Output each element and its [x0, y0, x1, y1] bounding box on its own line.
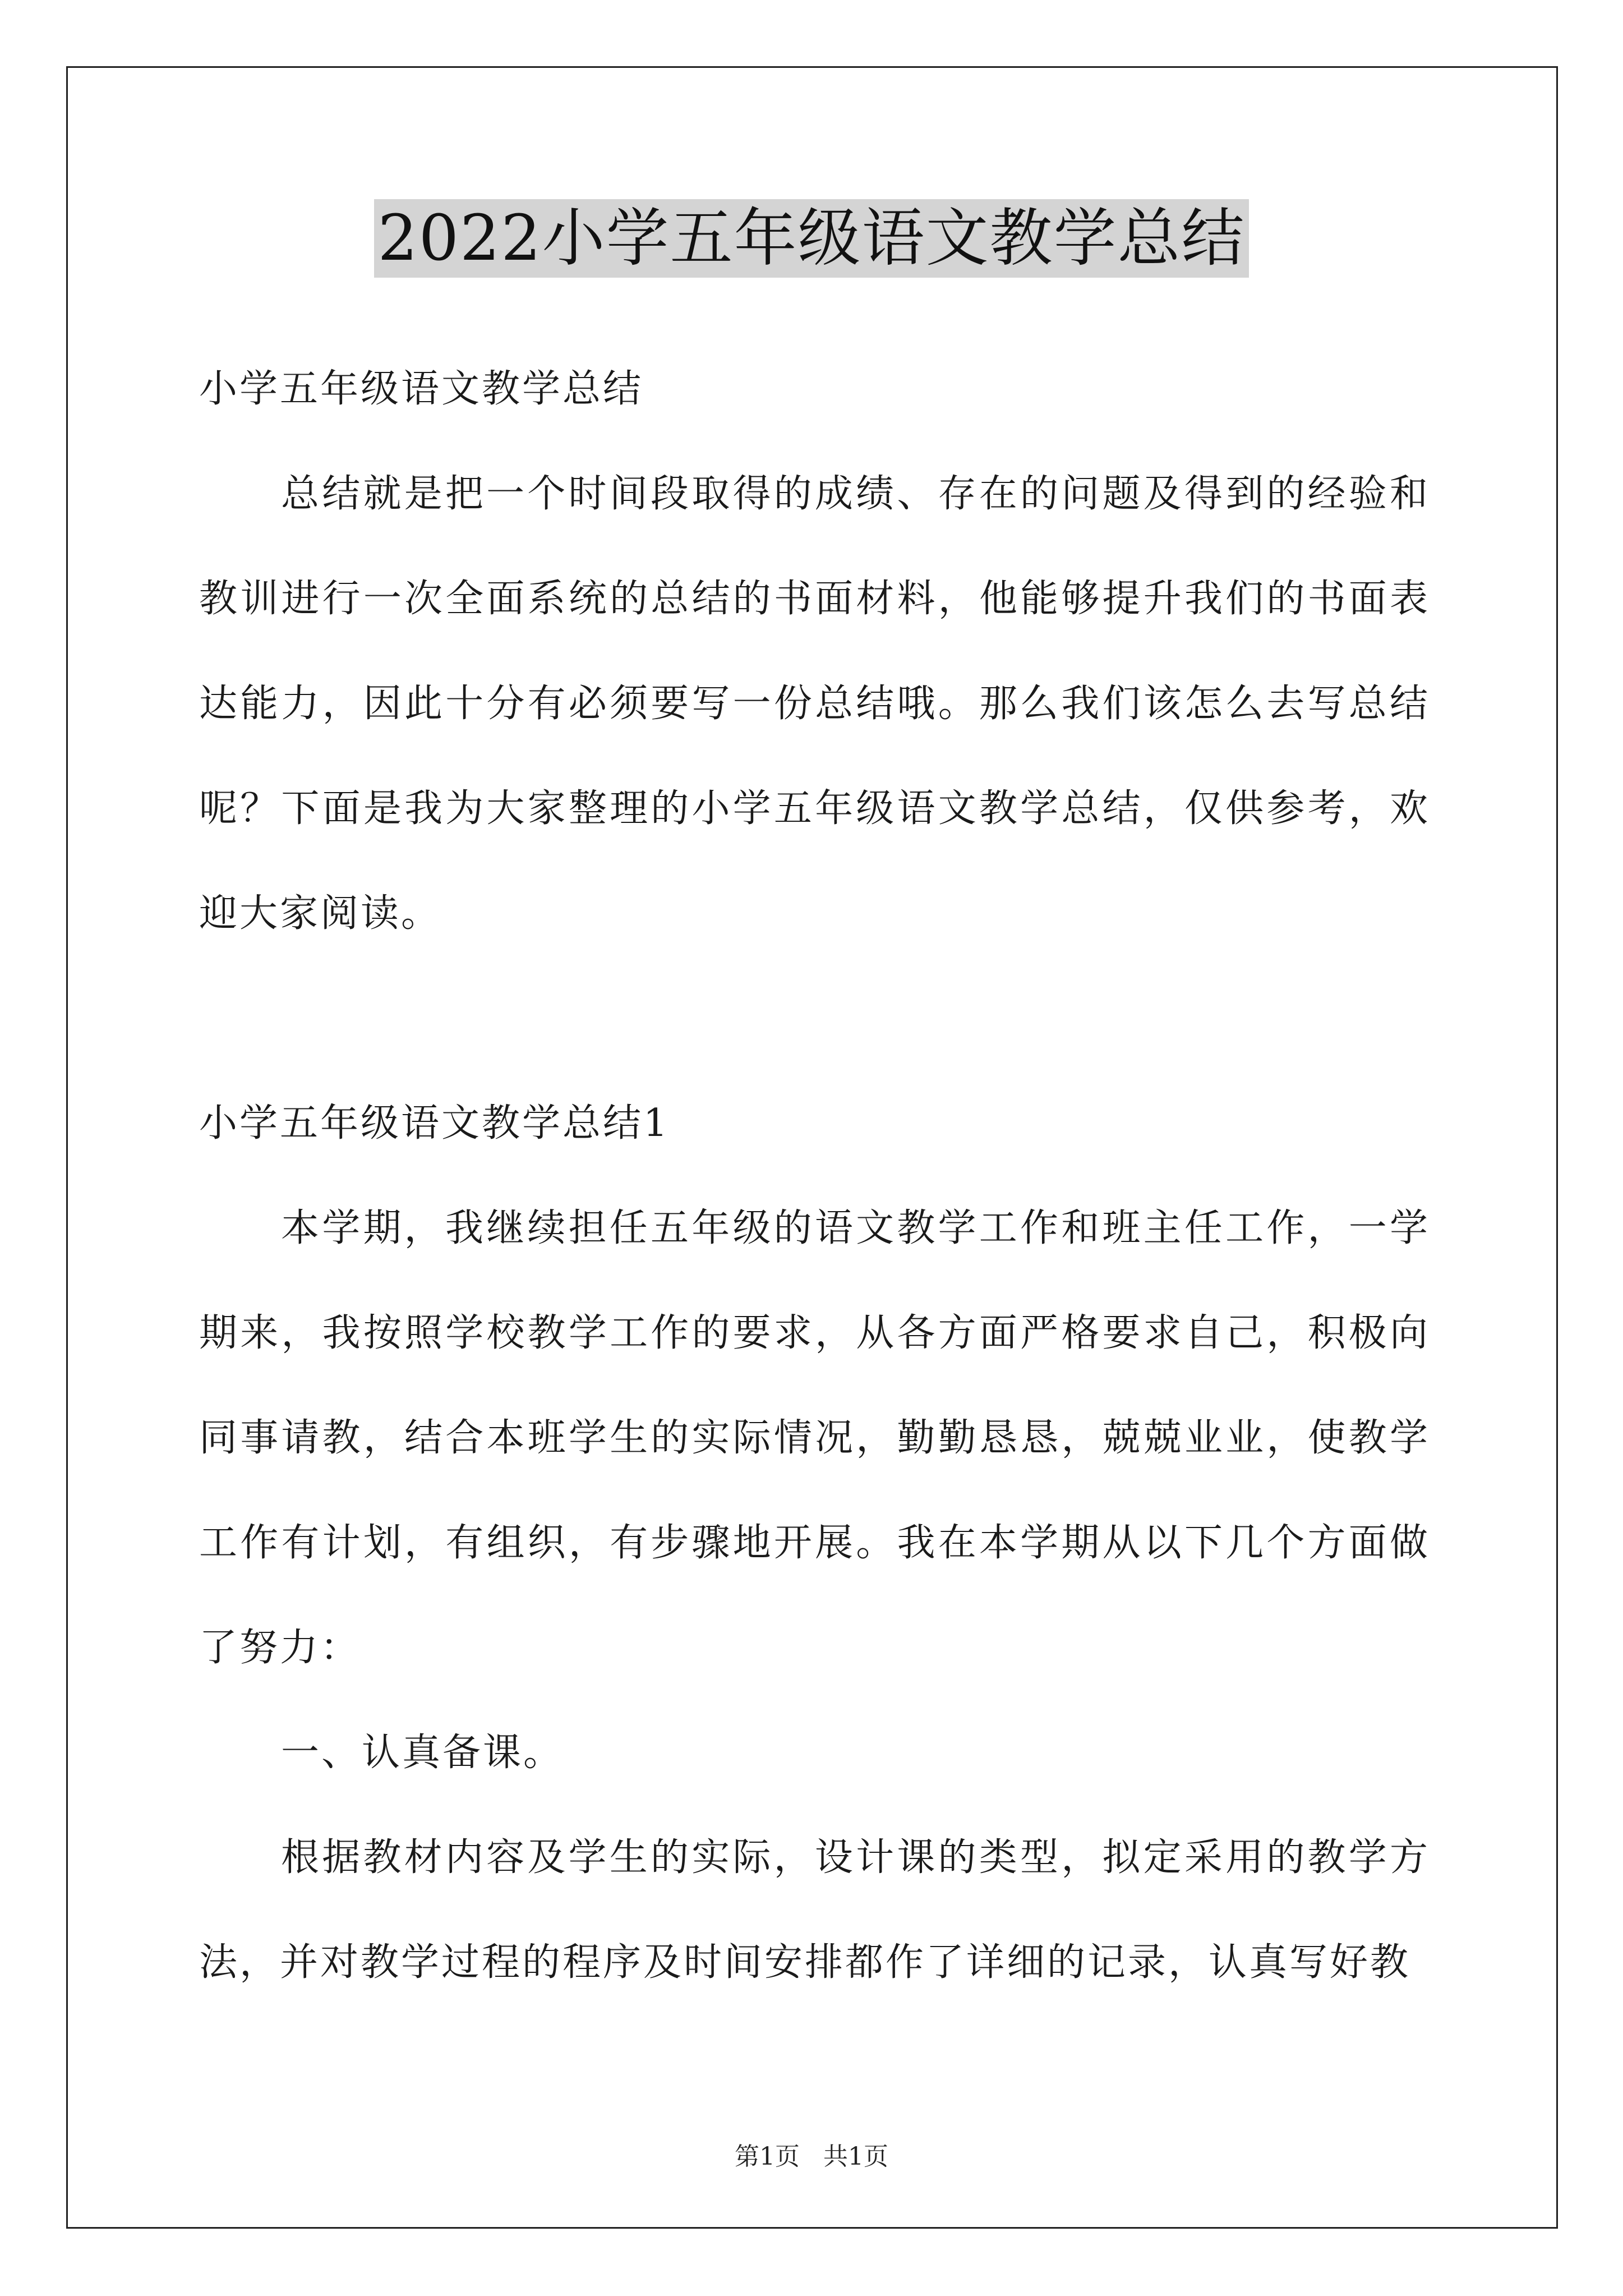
document-body [199, 337, 1430, 2015]
intro-paragraph: 总结就是把一个时间段取得的成绩、存在的问题及得到的经验和教训进行一次全面系统的总结的书面材料，他能够提升我们的书面表达能力，因此十分有必须要写一份总结哦。那么我们该怎么去写总结呢？下面是我为大家整理的小学五年级语文教学总结，仅供参考，欢迎大家阅读。 [199, 472, 1430, 936]
document-title: 2022小学五年级语文教学总结 [374, 199, 1248, 278]
section-heading: 小学五年级语文教学总结 [199, 367, 644, 411]
body-paragraph: 本学期，我继续担任五年级的语文教学工作和班主任工作，一学期来，我按照学校教学工作的要求，从各方面严格要求自己，积极向同事请教，结合本班学生的实际情况，勤勤恳恳，兢兢业业，使教学工作有计划，有组织，有步骤地开展。我在本学期从以下几个方面做了努力： [199, 1206, 1430, 1670]
page-footer: 第1页 共1页 [735, 2142, 888, 2171]
title-container [0, 199, 1623, 278]
subheading-paragraph: 一、认真备课。 [281, 1731, 564, 1775]
section-heading-1: 小学五年级语文教学总结1 [199, 1101, 670, 1145]
body-paragraph: 根据教材内容及学生的实际，设计课的类型，拟定采用的教学方法，并对教学过程的程序及时间安排都作了详细的记录，认真写好教 [199, 1835, 1430, 1985]
